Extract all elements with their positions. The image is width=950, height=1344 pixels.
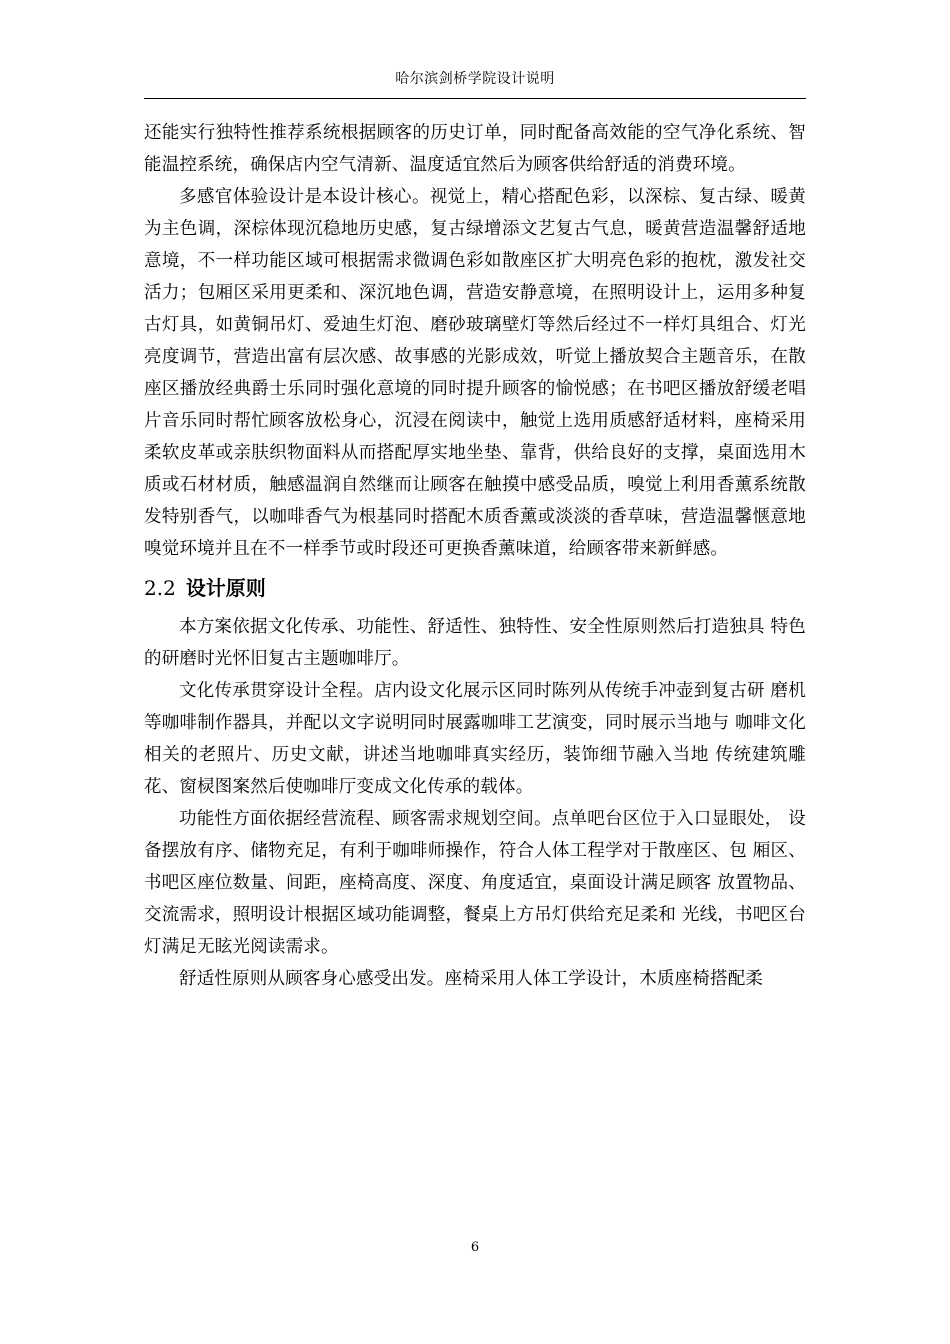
paragraph: 文化传承贯穿设计全程。店内设文化展示区同时陈列从传统手冲壶到复古研 磨机等咖啡制作器具，并配以文字说明同时展露咖啡工艺演变，同时展示当地与 咖啡文化相关的老照片、历史文献，讲述当地咖啡真实经历，装饰细节融入当地 传统建筑雕花、窗棂图案然后使咖啡厅变成文化传承的载体。 <box>144 681 806 797</box>
header-title: 哈尔滨剑桥学院设计说明 <box>395 71 555 87</box>
section-number: 2.2 <box>144 576 176 600</box>
paragraph: 本方案依据文化传承、功能性、舒适性、独特性、安全性原则然后打造独具 特色的研磨时光怀旧复古主题咖啡厅。 <box>144 617 806 669</box>
section-heading <box>144 565 806 611</box>
document-body <box>144 117 806 995</box>
page-number: 6 <box>470 1240 480 1255</box>
paragraph: 舒适性原则从顾客身心感受出发。座椅采用人体工学设计，木质座椅搭配柔 <box>179 969 764 989</box>
paragraph: 还能实行独特性推荐系统根据顾客的历史订单，同时配备高效能的空气净化系统、智能温控系统，确保店内空气清新、温度适宜然后为顾客供给舒适的消费环境。 <box>144 123 806 175</box>
paragraph: 功能性方面依据经营流程、顾客需求规划空间。点单吧台区位于入口显眼处， 设备摆放有序、储物充足，有利于咖啡师操作，符合人体工程学对于散座区、包 厢区、书吧区座位数量、间距，座椅高度、深度、角度适宜，桌面设计满足顾客 放置物品、交流需求，照明设计根据区域功能调整，餐桌上方吊灯供给充足柔和 光线，书吧区台灯满足无眩光阅读需求。 <box>144 809 806 957</box>
section-title: 设计原则 <box>185 576 266 600</box>
page-header <box>144 64 806 99</box>
paragraph: 多感官体验设计是本设计核心。视觉上，精心搭配色彩，以深棕、复古绿、暖黄为主色调，深棕体现沉稳地历史感，复古绿增添文艺复古气息，暖黄营造温馨舒适地意境，不一样功能区域可根据需求微调色彩如散座区扩大明亮色彩的抱枕，激发社交活力；包厢区采用更柔和、深沉地色调，营造安静意境，在照明设计上，运用多种复古灯具，如黄铜吊灯、爱迪生灯泡、磨砂玻璃壁灯等然后经过不一样灯具组合、灯光亮度调节，营造出富有层次感、故事感的光影成效，听觉上播放契合主题音乐，在散座区播放经典爵士乐同时强化意境的同时提升顾客的愉悦感；在书吧区播放舒缓老唱片音乐同时帮忙顾客放松身心，沉浸在阅读中，触觉上选用质感舒适材料，座椅采用柔软皮革或亲肤织物面料从而搭配厚实地坐垫、靠背，供给良好的支撑，桌面选用木质或石材材质，触感温润自然继而让顾客在触摸中感受品质，嗅觉上利用香薰系统散发特别香气，以咖啡香气为根基同时搭配木质香薰或淡淡的香草味，营造温馨惬意地嗅觉环境并且在不一样季节或时段还可更换香薰味道，给顾客带来新鲜感。 <box>144 187 806 559</box>
